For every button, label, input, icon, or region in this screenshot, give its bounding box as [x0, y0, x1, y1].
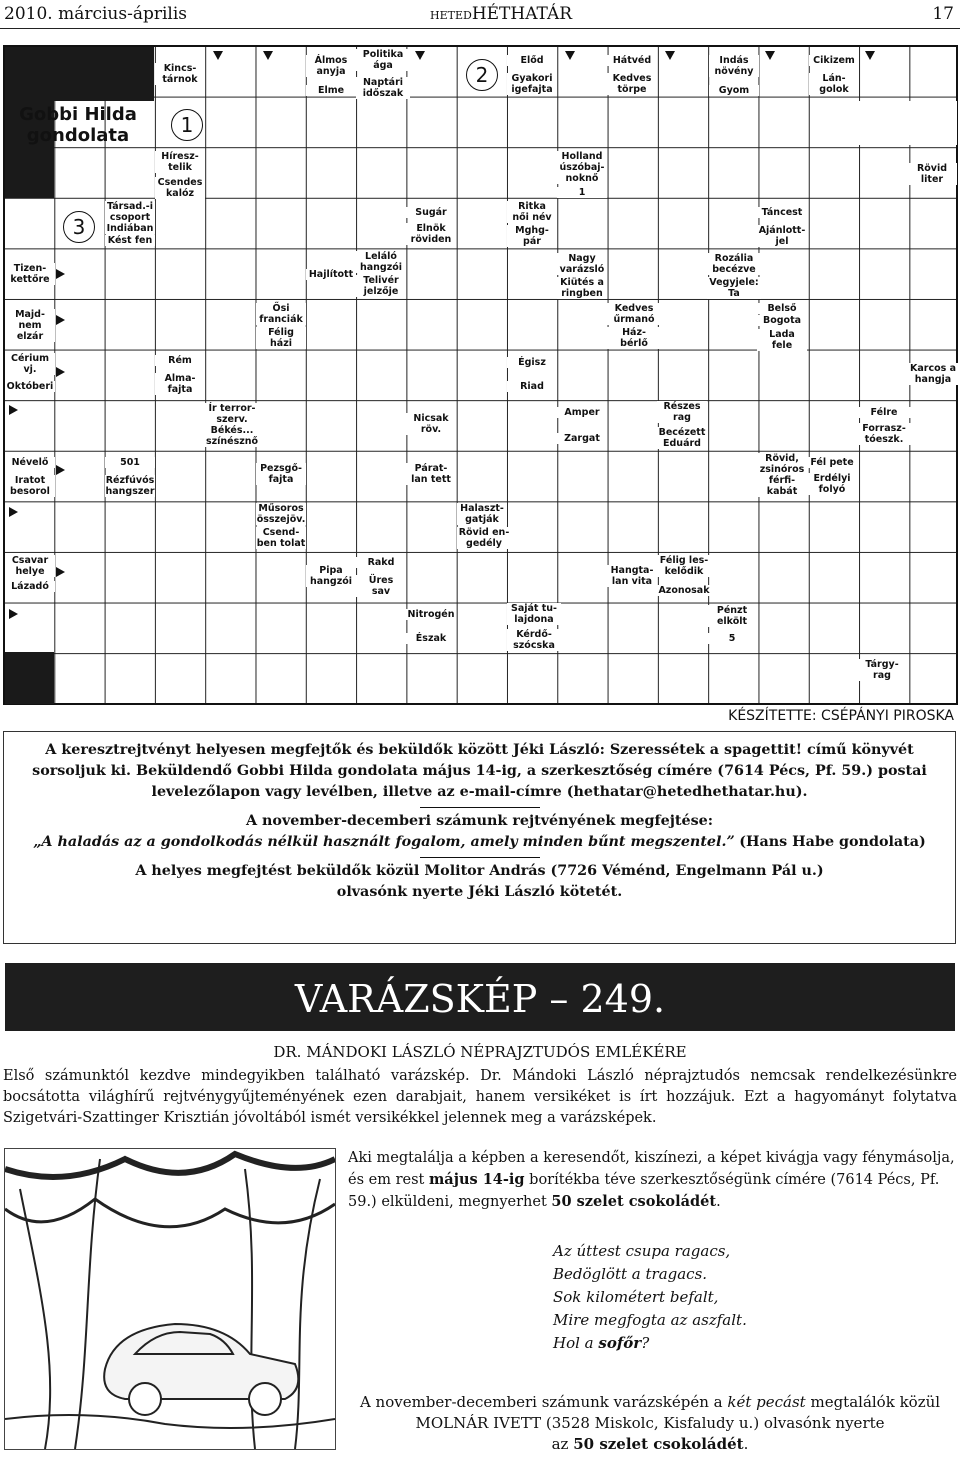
clue-cell: Üres sav [356, 575, 406, 597]
clue-cell: Észak [406, 633, 456, 644]
clue-cell: Félre [857, 407, 911, 418]
clue-cell: Kedves törpe [607, 73, 657, 95]
hidden-picture [4, 1148, 336, 1450]
clue-cell: Pipa hangzói [306, 565, 356, 587]
crossword-grid[interactable] [3, 45, 958, 705]
number-circle-1: 1 [171, 109, 203, 141]
page-header [0, 0, 960, 29]
poem-line: Sok kilométert befalt, [553, 1288, 719, 1306]
number-circle-2: 2 [466, 59, 498, 91]
clue-cell: Pénzt elkölt [707, 605, 757, 627]
arrow-right-icon [56, 367, 65, 377]
clue-cell: Októberi [6, 381, 54, 392]
clue-cell: Csendes kalóz [155, 177, 205, 199]
clue-cell: Kérdő- szócska [507, 629, 561, 651]
clue-cell: Gyakori igefajta [507, 73, 557, 95]
clue-cell: Részes rag [657, 401, 707, 423]
clue-cell: Cikizem [809, 55, 859, 66]
arrow-right-icon [9, 609, 18, 619]
clue-cell: Kedves űrmanó [607, 303, 661, 325]
clue-cell: Ősi franciák [256, 303, 306, 325]
number-circle-3: 3 [63, 211, 95, 243]
instructions-paragraph: Aki megtalálja a képben a keresendőt, kiszínezi, a képet kivágja vagy fénymásolja, és em rest május 14-ig borítékba téve szerkesztőségünk címére (7614 Pécs, Pf. 59.) elküldeni, megnyerhet 50 szelet csokoládét. [348, 1150, 955, 1210]
arrow-down-icon [565, 51, 575, 60]
clue-cell: Erdélyi folyó [807, 473, 857, 495]
clue-cell: Csend- ben tolat [256, 527, 306, 549]
clue-cell: Ház- bérlő [607, 327, 661, 349]
page-number: 17 [932, 4, 954, 24]
arrow-down-icon [665, 51, 675, 60]
clue-cell: Rövid en- gedély [458, 527, 510, 549]
clue-cell: Rövid, zsinóros férfi- kabát [757, 453, 807, 497]
section-banner: VARÁZSKÉP – 249. [5, 963, 955, 1031]
clue-cell: Tárgy- rag [857, 659, 907, 681]
clue-cell: Kiütés a ringben [557, 277, 607, 299]
clue-cell: Rövid liter [907, 163, 957, 185]
clue-cell: Táncest [757, 207, 807, 218]
clue-cell: Lán- golok [809, 73, 859, 95]
black-cell [5, 652, 54, 704]
poem-line: Bedöglött a tragacs. [553, 1265, 708, 1283]
poem-line: Hol a sofőr? [553, 1334, 650, 1352]
clue-cell: Nagy varázsló [557, 253, 607, 275]
clue-cell: Majd- nem elzár [5, 309, 55, 342]
issue-date: 2010. március-április [4, 4, 188, 24]
arrow-down-icon [415, 51, 425, 60]
clue-cell: Rozália becézve [707, 253, 761, 275]
clue-cell: Tizen- kettőre [5, 263, 55, 285]
clue-cell: Rém [155, 355, 205, 366]
poem [553, 1240, 747, 1355]
clue-cell: Sugár [406, 207, 456, 218]
clue-cell: Kincs- tárnok [155, 63, 205, 85]
arrow-down-icon [263, 51, 273, 60]
divider [420, 807, 540, 808]
section-subtitle: DR. MÁNDOKI LÁSZLÓ NÉPRAJZTUDÓS EMLÉKÉRE [273, 1043, 687, 1061]
clue-cell: Forrasz- tóeszk. [857, 423, 911, 445]
clue-cell: Leláló hangzói [356, 251, 406, 273]
previous-winner: A november-decemberi számunk varázsképén a két pecást megtalálók közül MOLNÁR IVETT (3528 Miskolc, Kisfaludy u.) olvasónk nyerte az 50 szelet csokoládét. [359, 1393, 941, 1453]
clue-cell: 1 [557, 187, 607, 198]
arrow-down-icon [765, 51, 775, 60]
publication-name: HETEDHÉTHATÁR [430, 4, 573, 24]
clue-cell: Csavar helye [5, 555, 55, 577]
info-instructions: A keresztrejtvényt helyesen megfejtők és beküldők között Jéki László: Szeressétek a spagettit! című könyvét sorsoljuk ki. Beküldendő Gobbi Hilda gondolata május 14-ig, a szerkesztőség címére (7614 Pécs, Pf. 59.) postai levelezőlapon vagy levélben, illetve az e-mail-címre (hethatar@hetedhethatar.hu). [32, 742, 927, 800]
clue-cell: Társad.-i csoport Indiában [106, 201, 154, 234]
clue-cell: Műsoros összejöv. [256, 503, 306, 525]
clue-cell: Rakd [356, 557, 406, 568]
clue-cell: Ír terror- szerv. [205, 403, 259, 425]
clue-cell: Félig les- kelődik [657, 555, 711, 577]
clue-cell: Riad [507, 381, 557, 392]
clue-cell: Előd [507, 55, 557, 66]
poem-line: Mire megfogta az aszfalt. [553, 1311, 747, 1329]
clue-cell: Fél pete [807, 457, 857, 468]
clue-cell: 5 [707, 633, 757, 644]
clue-cell: Égisz [507, 357, 557, 368]
clue-cell: Ritka női név [507, 201, 557, 223]
clue-cell: Iratot besorol [5, 475, 55, 497]
arrow-right-icon [56, 567, 65, 577]
arrow-down-icon [213, 51, 223, 60]
clue-cell: Becézett Eduárd [658, 427, 706, 449]
winner-text: A helyes megfejtést beküldők közül Molitor András (7726 Véménd, Engelmann Pál u.) [135, 863, 824, 879]
clue-cell: Rézfúvós hangszer [105, 475, 155, 497]
clue-cell: 501 [105, 457, 155, 468]
clue-cell: Félig házi [256, 327, 306, 349]
clue-cell: Nicsak röv. [406, 413, 456, 435]
black-cell [5, 47, 154, 101]
divider [420, 857, 540, 858]
clue-cell: Politika ága [356, 49, 410, 71]
clue-cell: Karcos a hangja [907, 363, 959, 385]
clue-cell: Pezsgő- fajta [256, 463, 306, 485]
clue-cell: Elnök röviden [406, 223, 456, 245]
arrow-right-icon [56, 465, 65, 475]
winner-text-2: olvasónk nyerte Jéki László kötetét. [336, 884, 623, 900]
clue-cell: Kést fen [105, 235, 155, 246]
clue-cell: Békés... színésznő [205, 425, 259, 447]
clue-cell: Híresz- telik [155, 151, 205, 173]
empty-cell [857, 101, 957, 145]
clue-cell: Alma- fajta [155, 373, 205, 395]
clue-cell: Hangta- lan vita [607, 565, 657, 587]
intro-paragraph: Első számunktól kezdve mindegyikben található varázskép. Dr. Mándoki László néprajztudós nemcsak rendelkezésünkre bocsátotta világhírű rejtvénygyűjteményének ezen darabjait, hanem versikéket is írt hozzájuk. Ezt a hagyományt folytatva Szigetvári-Szattinger Krisztián jóvoltából ismét versikékkel jelennek meg a varázsképek. [3, 1068, 957, 1126]
clue-cell: Álmos anyja [306, 55, 356, 77]
clue-cell: Elme [306, 85, 356, 96]
clue-cell: Hajlított [306, 269, 356, 280]
clue-cell: Naptári időszak [356, 77, 410, 99]
clue-cell: Mghg- pár [507, 225, 557, 247]
puzzle-author: KÉSZÍTETTE: CSÉPÁNYI PIROSKA [728, 708, 954, 724]
arrow-right-icon [56, 269, 65, 279]
clue-cell: Telivér jelzője [356, 275, 406, 297]
clue-cell: Holland úszóbaj- noknő [557, 151, 607, 184]
clue-cell: Cérium vj. [5, 353, 55, 375]
arrow-right-icon [9, 405, 18, 415]
clue-cell: Gyom [709, 85, 759, 96]
clue-cell: Ajánlott- jel [758, 225, 806, 247]
clue-cell: Hátvéd [607, 55, 657, 66]
clue-cell: Zargat [557, 433, 607, 444]
arrow-right-icon [9, 507, 18, 517]
clue-cell: Párat- lan tett [406, 463, 456, 485]
poem-line: Az úttest csupa ragacs, [553, 1242, 731, 1260]
clue-cell: Bogota [757, 315, 807, 326]
clue-cell: Amper [557, 407, 607, 418]
clue-cell: Saját tu- lajdona [507, 603, 561, 625]
arrow-down-icon [865, 51, 875, 60]
puzzle-title: Gobbi Hilda gondolata [19, 104, 137, 146]
clue-cell: Belső [757, 303, 807, 314]
clue-cell: Indás növény [709, 55, 759, 77]
clue-cell: Névelő [5, 457, 55, 468]
clue-cell: Azonosak [658, 585, 710, 596]
solution-title: A november-decemberi számunk rejtvényének megfejtése: [245, 813, 714, 829]
info-box [3, 731, 956, 944]
clue-cell: Nitrogén [407, 609, 455, 620]
clue-cell: Halaszt- gatják [457, 503, 507, 525]
clue-cell: Vegyjele: Ta [707, 277, 761, 299]
clue-cell: Lada fele [757, 329, 807, 351]
clue-cell: Lázadó [5, 581, 55, 592]
arrow-right-icon [56, 315, 65, 325]
solution-text: „A haladás az a gondolkodás nélkül használt fogalom, amely minden bűnt megszentel.” (Hans Habe gondolata) [33, 834, 926, 850]
